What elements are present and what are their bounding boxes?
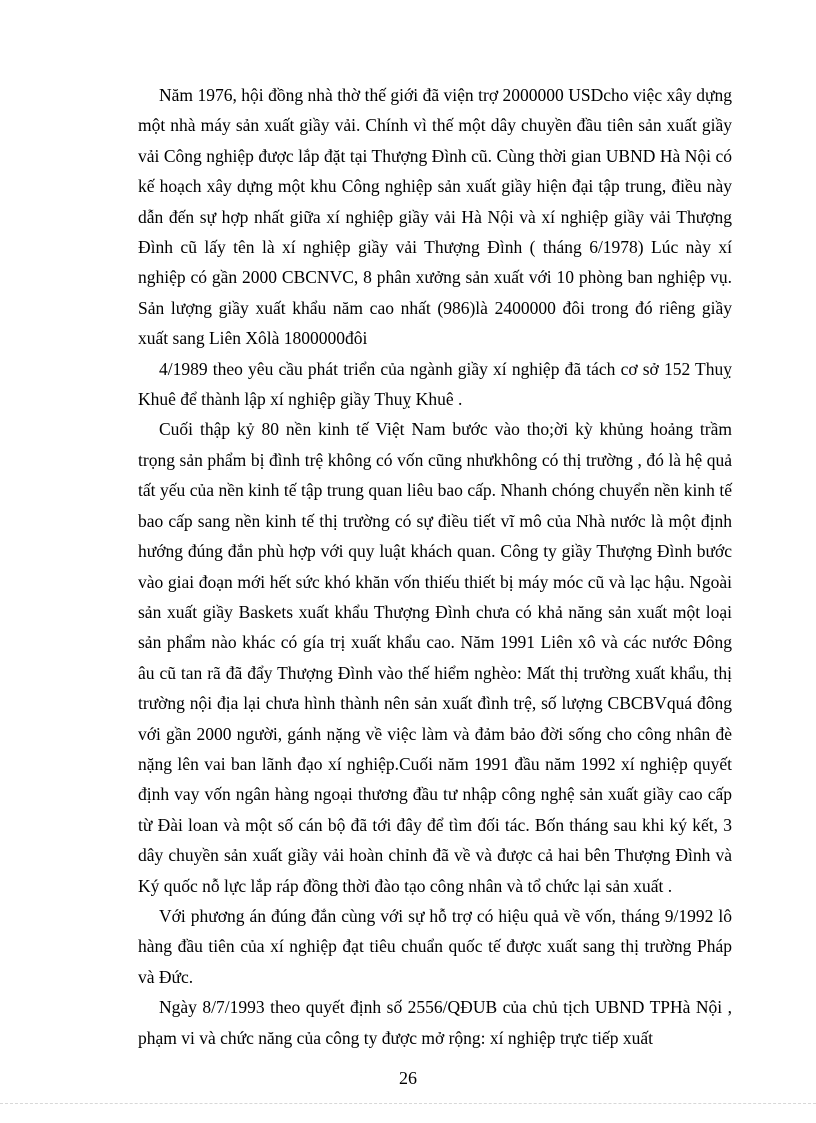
page-bottom-divider — [0, 1103, 816, 1104]
paragraph-5: Ngày 8/7/1993 theo quyết định số 2556/QĐUB của chủ tịch UBND TPHà Nội , phạm vi và chức năng của công ty được mở rộng: xí nghiệp trực tiếp xuất — [138, 997, 732, 1048]
paragraph-1: Năm 1976, hội đồng nhà thờ thế giới đã viện trợ 2000000 USDcho việc xây dựng một nhà máy sản xuất giầy vải. Chính vì thế một dây chuyền đầu tiên sản xuất giầy vải Công nghiệp được lắp đặt tại Thượng Đình cũ. Cùng thời gian UBND Hà Nội có kế hoạch xây dựng một khu Công nghiệp sản xuất giầy hiện đại tập trung, điều này dẫn đến sự hợp nhất giữa xí nghiệp giầy vải Hà Nội và xí nghiệp giầy vải Thượng Đình cũ lấy tên là xí nghiệp giầy vải Thượng Đình ( tháng 6/1978) Lúc này xí nghiệp có gần 2000 CBCNVC, 8 phân xưởng sản xuất với 10 phòng ban nghiệp vụ. Sản lượng giầy xuất khẩu năm cao nhất (986)là 2400000 đôi trong đó riêng giầy xuất sang Liên Xôlà 1800000đôi — [138, 85, 732, 349]
paragraph-4: Với phương án đúng đắn cùng với sự hỗ trợ có hiệu quả về vốn, tháng 9/1992 lô hàng đầu tiên của xí nghiệp đạt tiêu chuẩn quốc tế được xuất sang thị trường Pháp và Đức. — [138, 905, 732, 987]
paragraph-3: Cuối thập kỷ 80 nền kinh tế Việt Nam bước vào tho;ời kỳ khủng hoảng trầm trọng sản phẩm bị đình trệ không có vốn cũng nhưkhông có thị trường , đó là hệ quả tất yếu của nền kinh tế tập trung quan liêu bao cấp. Nhanh chóng chuyển nền kinh tế bao cấp sang nền kinh tế thị trường có sự điều tiết vĩ mô của Nhà nước là một định hướng đúng đắn phù hợp với quy luật khách quan. Công ty giầy Thượng Đình bước vào giai đoạn mới hết sức khó khăn vốn thiếu thiết bị máy móc cũ và lạc hậu. Ngoài sản xuất giầy Baskets xuất khẩu Thượng Đình chưa có khả năng sản xuất một loại sản phẩm nào khác có gía trị xuất khẩu cao. Năm 1991 Liên xô và các nước Đông âu cũ tan rã đã đẩy Thượng Đình vào thế hiểm nghèo: Mất thị trường xuất khẩu, thị trường nội địa lại chưa hình thành nên sản xuất đình trệ, số lượng CBCBVquá đông với gần 2000 người, gánh nặng về việc làm và đảm bảo đời sống cho công nhân đè nặng lên vai ban lãnh đạo xí nghiệp.Cuối năm 1991 đầu năm 1992 xí nghiệp quyết định vay vốn ngân hàng ngoại thương đầu tư nhập công nghệ sản xuất giầy cao cấp từ Đài loan và một số cán bộ đã tới đây để tìm đối tác. Bốn tháng sau khi ký kết, 3 dây chuyền sản xuất giầy vải hoàn chỉnh đã về và được cả hai bên Thượng Đình và Ký quốc nỗ lực lắp ráp đồng thời đào tạo công nhân và tổ chức lại sản xuất . — [138, 419, 732, 896]
page-number: 26 — [399, 1068, 417, 1088]
paragraph-2: 4/1989 theo yêu cầu phát triển của ngành giầy xí nghiệp đã tách cơ sở 152 Thuỵ Khuê để thành lập xí nghiệp giầy Thuỵ Khuê . — [138, 358, 732, 410]
page-body — [138, 80, 732, 1053]
